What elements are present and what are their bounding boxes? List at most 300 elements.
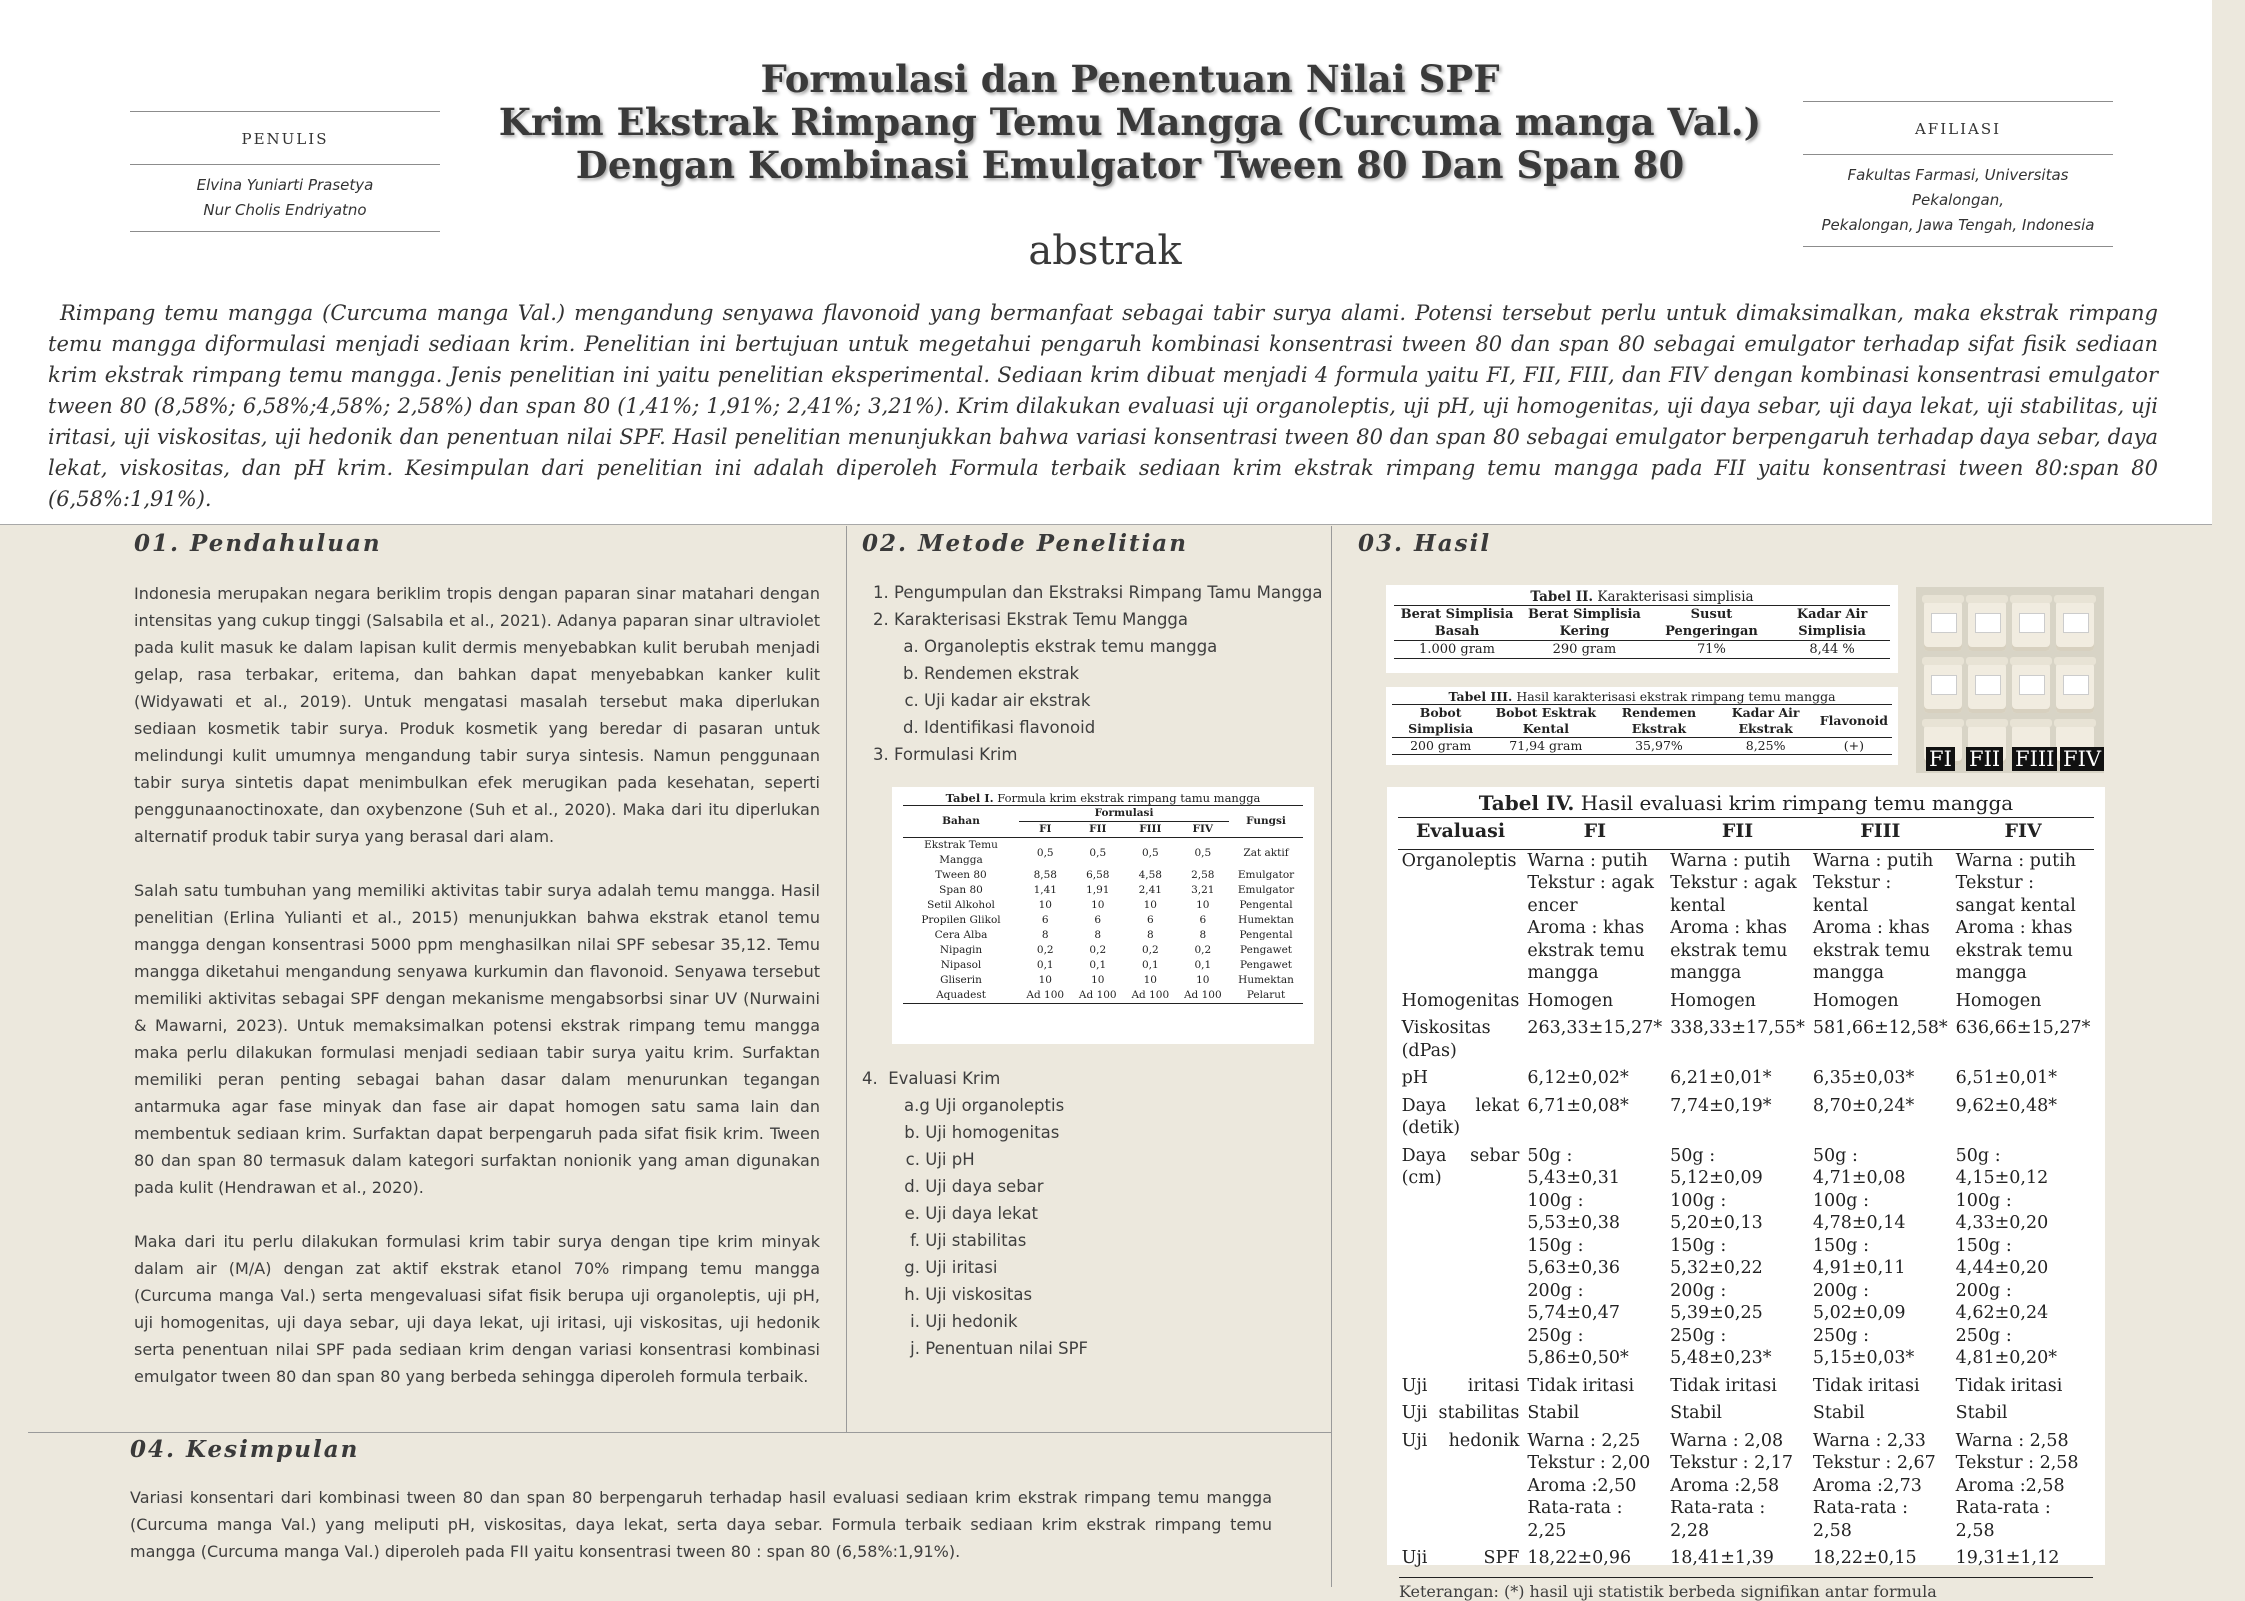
cell-line: 4,15±0,12 — [1955, 1168, 2049, 1188]
table-3 — [1392, 704, 1892, 755]
table-cell — [1523, 849, 1666, 985]
table-cell — [1809, 1017, 1952, 1062]
cell-line: Stabil — [1812, 1403, 1865, 1423]
method-steps — [862, 579, 1332, 768]
table-row-label: Uji SPF — [1401, 1548, 1520, 1568]
method-substep — [904, 1227, 1332, 1254]
cell-line: 5,63±0,36 — [1527, 1258, 1620, 1278]
cell-line: Warna : 2,58 — [1955, 1430, 2069, 1451]
table-header: Formulasi — [1019, 806, 1229, 822]
table-cell: Propilen Glikol — [921, 914, 1001, 926]
cell-line: 18,22±0,96 — [1527, 1548, 1632, 1568]
caption-label: Tabel III. — [1448, 689, 1513, 704]
table-header: Rendemen Ekstrak — [1621, 705, 1697, 736]
cell-line: 6,21±0,01* — [1670, 1068, 1772, 1088]
jar-image — [1924, 601, 1962, 651]
method-substep — [904, 1119, 1332, 1146]
cell-line: Aroma : khas ekstrak temu mangga — [1670, 918, 1788, 983]
table-cell — [1952, 849, 2095, 985]
kesimpulan-title: 04. Kesimpulan — [130, 1436, 360, 1463]
table-row — [1392, 738, 1892, 755]
table-cell: 2,58 — [1191, 869, 1215, 881]
table-row-label: Uji hedonik — [1401, 1430, 1520, 1451]
table-cell: Setil Alkohol — [927, 899, 995, 911]
jar-image — [1968, 601, 2006, 651]
cell-line: Homogen — [1812, 990, 1899, 1011]
table-cell — [1523, 1017, 1666, 1062]
cell-line: Tekstur : 2,58 — [1955, 1453, 2079, 1473]
table-cell — [1809, 1095, 1952, 1140]
table-4-card — [1387, 787, 2105, 1601]
table-cell: 8 — [1041, 929, 1049, 941]
cell-line: 100g : — [1812, 1190, 1869, 1211]
table-cell — [1666, 1547, 1809, 1570]
table-cell: Ekstrak Temu Mangga — [924, 839, 998, 866]
affiliation-label: AFILIASI — [1914, 120, 2002, 138]
table-cell: Nipagin — [939, 944, 983, 956]
jar-image — [2012, 663, 2050, 713]
cell-line: Aroma :2,58 — [1955, 1475, 2065, 1496]
table-cell — [1523, 1145, 1666, 1370]
cell-line: Rata-rata : 2,25 — [1527, 1498, 1623, 1541]
method-substep-label: Uji viskositas — [925, 1285, 1033, 1304]
table-cell: 10 — [1038, 899, 1052, 911]
cell-line: 6,12±0,02* — [1527, 1068, 1629, 1088]
cell-line: 19,31±1,12 — [1955, 1548, 2060, 1568]
list-marker: c. — [905, 1150, 920, 1169]
cell-line: Aroma : khas ekstrak temu mangga — [1527, 918, 1645, 983]
abstract-body: Rimpang temu mangga (Curcuma manga Val.) mengandung senyawa flavonoid yang bermanfaat sebagai tabir surya alami. Potensi tersebut perlu untuk dimaksimalkan, maka ekstrak rimpang temu mangga diformulasi menjadi sediaan krim. Penelitian ini bertujuan untuk megetahui pengaruh kombinasi konsentrasi tween 80 dan span 80 sebagai emulgator terhadap sifat fisik sediaan krim ekstrak rimpang temu mangga. Jenis penelitian ini yaitu penelitian eksperimental. Sediaan krim dibuat menjadi 4 formula yaitu FI, FII, FIII, dan FIV dengan kombinasi konsentrasi emulgator tween 80 (8,58%; 6,58%;4,58%; 2,58%) dan span 80 (1,41%; 1,91%; 2,41%; 3,21%). Krim dilakukan evaluasi uji organoleptis, uji pH, uji homogenitas, uji daya sebar, uji daya lekat, uji stabilitas, uji iritasi, uji viskositas, uji hedonik dan penentuan nilai SPF. Hasil penelitian menunjukkan bahwa variasi konsentrasi tween 80 dan span 80 sebagai emulgator berpengaruh terhadap daya sebar, daya lekat, viskositas, dan pH krim. Kesimpulan dari penelitian ini adalah diperoleh Formula terbaik sediaan krim ekstrak rimpang temu mangga pada FII yaitu konsentrasi tween 80:span 80 (6,58%:1,91%). — [48, 301, 2158, 511]
cell-line: Tekstur : agak kental — [1670, 873, 1797, 916]
table-1-caption — [892, 787, 1314, 805]
paragraph: Maka dari itu perlu dilakukan formulasi krim tabir surya dengan tipe krim minyak dalam air (M/A) dengan zat aktif ekstrak etanol 70% rimpang temu mangga (Curcuma manga Val.) serta mengevaluasi sifat fisik berupa uji organoleptis, uji pH, uji homogenitas, uji daya sebar, uji daya lekat, uji iritasi, uji viskositas, uji hedonik serta penentuan nilai SPF pada sediaan krim dengan variasi konsentrasi kombinasi emulgator tween 80 dan span 80 yang berbeda sehingga diperoleh formula terbaik. — [134, 1232, 820, 1386]
cell-line: 100g : — [1955, 1190, 2012, 1211]
table-cell — [1952, 1402, 2095, 1425]
table-cell — [1666, 1375, 1809, 1398]
table-cell — [1523, 1402, 1666, 1425]
table-cell: Pengawet — [1240, 959, 1293, 971]
method-substep-label: Uji daya sebar — [925, 1177, 1044, 1196]
method-step — [894, 741, 1332, 768]
table-row — [1398, 1017, 2095, 1062]
table-row — [903, 913, 1303, 928]
cell-line: 581,66±12,58* — [1812, 1018, 1948, 1038]
table-cell — [1952, 1067, 2095, 1090]
table-cell: 0,2 — [1194, 944, 1212, 956]
author-name: Elvina Yuniarti Prasetya — [196, 176, 374, 194]
table-row — [903, 883, 1303, 898]
table-cell — [1523, 990, 1666, 1013]
table-cell: Span 80 — [939, 884, 983, 896]
table-cell: 10 — [1091, 899, 1105, 911]
table-cell: 10 — [1196, 974, 1210, 986]
table-cell — [1952, 1375, 2095, 1398]
cell-line: 6,71±0,08* — [1527, 1095, 1629, 1116]
table-cell: 0,1 — [1141, 959, 1159, 971]
cell-line: Aroma : khas ekstrak temu mangga — [1955, 918, 2073, 983]
pendahuluan-title: 01. Pendahuluan — [134, 530, 382, 557]
metode-list-top — [862, 579, 1332, 768]
table-header: FIV — [1192, 823, 1214, 835]
table-header: Berat Simplisia Kering — [1528, 607, 1641, 639]
table-row — [1398, 1375, 2095, 1398]
table-cell — [1952, 990, 2095, 1013]
jar-image — [1924, 663, 1962, 713]
table-cell: Pengental — [1239, 899, 1293, 911]
list-marker: d. — [904, 1177, 920, 1196]
table-cell: Emulgator — [1237, 869, 1295, 881]
poster-margin — [2212, 0, 2245, 1587]
table-cell: 0,5 — [1036, 846, 1054, 859]
photo-label: FIV — [2060, 747, 2104, 771]
cell-line: Tekstur : 2,67 — [1812, 1453, 1936, 1473]
table-header: Kadar Air Simplisia — [1796, 607, 1868, 639]
cell-line: 9,62±0,48* — [1955, 1095, 2057, 1116]
method-substep: b. Rendemen ekstrak — [924, 660, 1332, 687]
cell-line: 5,20±0,13 — [1670, 1213, 1763, 1233]
table-header: FI — [1583, 820, 1606, 842]
table-header: FIV — [2004, 820, 2042, 842]
table-row-label: Uji stabilitas — [1401, 1403, 1520, 1423]
table-cell — [1952, 1017, 2095, 1062]
table-cell: 6 — [1041, 914, 1049, 926]
table-row-label: Homogenitas — [1401, 990, 1520, 1011]
list-marker: b. — [904, 1123, 920, 1142]
method-substep: c. Uji kadar air ekstrak — [924, 687, 1332, 714]
table-row — [1398, 1095, 2095, 1140]
cell-line: Rata-rata : 2,28 — [1670, 1498, 1766, 1541]
table-cell: 4,58 — [1138, 869, 1162, 881]
cell-line: 150g : — [1527, 1235, 1584, 1256]
table-row-label: Viskositas (dPas) — [1401, 1018, 1491, 1061]
table-header: Susut Pengeringan — [1665, 607, 1758, 639]
cell-line: Tekstur : sangat kental — [1955, 873, 2076, 916]
cell-line: 250g : — [1955, 1325, 2012, 1346]
jar-image — [2056, 663, 2094, 713]
table-header: Bahan — [942, 815, 980, 827]
table-header: FIII — [1860, 820, 1901, 842]
cell-line: 5,15±0,03* — [1812, 1348, 1915, 1368]
cell-line: 5,86±0,50* — [1527, 1348, 1629, 1368]
table-cell: 1,91 — [1086, 884, 1110, 896]
table-cell: 0,2 — [1089, 944, 1107, 956]
cell-line: Warna : putih — [1955, 850, 2077, 871]
table-cell: 71% — [1697, 642, 1726, 657]
cell-line: Aroma :2,73 — [1812, 1475, 1922, 1496]
method-substep — [904, 1335, 1332, 1362]
table-cell: 8,58 — [1033, 869, 1057, 881]
table-cell: Emulgator — [1237, 884, 1295, 896]
cell-line: Tidak iritasi — [1670, 1375, 1777, 1396]
title-line-2: Krim Ekstrak Rimpang Temu Mangga (Curcuma manga Val.) — [498, 100, 1762, 144]
jar-image — [1968, 663, 2006, 713]
cell-line: Tekstur : kental — [1812, 873, 1892, 916]
table-cell — [1952, 1145, 2095, 1370]
cell-line: Tekstur : 2,00 — [1527, 1453, 1651, 1473]
cell-line: 150g : — [1812, 1235, 1869, 1256]
caption-label: Tabel I. — [945, 791, 994, 805]
table-cell: 8 — [1094, 929, 1102, 941]
paragraph: Indonesia merupakan negara beriklim tropis dengan paparan sinar matahari dengan intensitas yang cukup tinggi (Salsabila et al., 2021). Adanya paparan sinar ultraviolet pada kulit masuk ke dalam lapisan kulit dermis menyebabkan kulit berubah menjadi gelap, rasa terbakar, eritema, dan bahkan dapat menyebabkan kanker kulit (Widyawati et al., 2019). Untuk mengatasi masalah tersebut maka diperlukan sediaan kosmetik tabir surya. Produk kosmetik yang beredar di pasaran untuk melindungi kulit umumnya mengandung tabir surya sintesis. Namun penggunaan tabir surya sintetis dapat menimbulkan efek merugikan pada kesehatan, seperti penggunaanoctinoxate, dan oxybenzone (Suh et al., 2020). Maka dari itu diperlukan alternatif produk tabir surya yang berasal dari alam. — [134, 584, 820, 846]
table-row — [903, 973, 1303, 988]
table-cell — [1666, 1067, 1809, 1090]
cell-line: Warna : 2,08 — [1670, 1430, 1784, 1451]
caption-text: Hasil evaluasi krim rimpang temu mangga — [1580, 791, 2014, 815]
table-3-caption — [1386, 687, 1898, 704]
table-cell: 0,2 — [1036, 944, 1054, 956]
table-cell — [1952, 1547, 2095, 1570]
method-substep-label: Uji stabilitas — [925, 1231, 1027, 1250]
table-cell: 0,1 — [1036, 959, 1054, 971]
cell-line: Rata-rata : 2,58 — [1812, 1498, 1909, 1541]
cell-line: 5,12±0,09 — [1670, 1168, 1763, 1188]
jar-image — [2056, 601, 2094, 651]
table-cell — [1666, 1430, 1809, 1543]
cell-line: Tekstur : 2,17 — [1670, 1453, 1794, 1473]
cell-line: Homogen — [1670, 990, 1756, 1011]
cell-line: Stabil — [1527, 1403, 1580, 1423]
cell-line: 5,74±0,47 — [1527, 1303, 1620, 1323]
method-substep-label: Uji hedonik — [925, 1312, 1018, 1331]
table-cell: 0,2 — [1141, 944, 1159, 956]
affiliation-line: Pekalongan, Jawa Tengah, Indonesia — [1821, 216, 2095, 234]
table-2-card — [1386, 585, 1898, 673]
method-substep — [904, 1281, 1332, 1308]
method-substep: d. Identifikasi flavonoid — [924, 714, 1332, 741]
poster-title — [480, 58, 1780, 187]
list-marker: e. — [904, 1204, 920, 1223]
table-row-label: Daya lekat (detik) — [1401, 1095, 1520, 1138]
cell-line: Warna : 2,25 — [1527, 1430, 1641, 1451]
list-marker: j. — [910, 1339, 920, 1358]
method-substep — [904, 1146, 1332, 1173]
abstract-heading: abstrak — [1028, 228, 1182, 274]
table-cell: Aquadest — [936, 989, 986, 1001]
cell-line: 636,66±15,27* — [1955, 1018, 2091, 1038]
cell-line: Warna : putih — [1670, 850, 1791, 871]
table-cell: 0,5 — [1194, 846, 1212, 859]
table-cell — [1809, 849, 1952, 985]
table-cell: Ad 100 — [1026, 989, 1065, 1001]
title-line-1: Formulasi dan Penentuan Nilai SPF — [760, 57, 1500, 101]
table-cell — [1809, 1145, 1952, 1370]
table-row — [1398, 849, 2095, 985]
cell-line: 250g : — [1670, 1325, 1727, 1346]
method-step-label: Pengumpulan dan Ekstraksi Rimpang Tamu Mangga — [894, 583, 1323, 602]
cell-line: 50g : — [1527, 1145, 1573, 1166]
cell-line: 263,33±15,27* — [1527, 1018, 1663, 1038]
table-cell: 8,25% — [1745, 738, 1786, 753]
table-header: Flavonoid — [1819, 713, 1888, 728]
method-substep — [904, 1200, 1332, 1227]
table-row-label: Uji iritasi — [1401, 1375, 1520, 1396]
table-row — [903, 943, 1303, 958]
table-row — [903, 838, 1303, 869]
pendahuluan-body — [134, 580, 820, 1417]
table-cell: 6,58 — [1086, 869, 1110, 881]
table-cell: 3,21 — [1191, 884, 1215, 896]
cell-line: 250g : — [1527, 1325, 1584, 1346]
cell-line: 4,62±0,24 — [1955, 1303, 2049, 1323]
cell-line: 5,32±0,22 — [1670, 1258, 1763, 1278]
cell-line: Aroma :2,50 — [1527, 1475, 1637, 1496]
cell-line: 6,51±0,01* — [1955, 1068, 2057, 1088]
cell-line: 250g : — [1812, 1325, 1869, 1346]
table-cell — [1666, 1145, 1809, 1370]
table-1-body — [903, 838, 1303, 1004]
table-cell: 10 — [1038, 974, 1052, 986]
table-cell — [1523, 1067, 1666, 1090]
table-header: Kadar Air Ekstrak — [1731, 705, 1800, 736]
cell-line: 5,02±0,09 — [1812, 1303, 1906, 1323]
list-marker: g. — [904, 1258, 920, 1277]
section-divider — [28, 1432, 1331, 1433]
table-cell: 10 — [1143, 899, 1157, 911]
table-cell: 35,97% — [1635, 738, 1683, 753]
table-header: Fungsi — [1246, 815, 1286, 827]
kesimpulan-text: Variasi konsentari dari kombinasi tween 80 dan span 80 berpengaruh terhadap hasil evaluasi sediaan krim ekstrak rimpang temu mangga (Curcuma manga Val.) yang meliputi pH, viskositas, daya lekat, serta daya sebar. Formula terbaik sediaan krim ekstrak rimpang temu mangga (Curcuma manga Val.) diperoleh pada FII yaitu konsentrasi tween 80 : span 80 (6,58%:1,91%). — [130, 1488, 1272, 1561]
table-row — [903, 898, 1303, 913]
table-1 — [903, 805, 1303, 1004]
table-cell: Cera Alba — [934, 929, 988, 941]
table-cell: Humektan — [1238, 914, 1294, 926]
cell-line: Warna : putih — [1812, 850, 1934, 871]
cell-line: 18,41±1,39 — [1670, 1548, 1774, 1568]
method-step-label: Karakterisasi Ekstrak Temu Mangga — [894, 610, 1189, 629]
cell-line: 7,74±0,19* — [1670, 1095, 1772, 1116]
cell-line: 338,33±17,55* — [1670, 1018, 1805, 1038]
cell-line: Tidak iritasi — [1812, 1375, 1920, 1396]
divider — [1803, 246, 2113, 247]
table-row — [903, 928, 1303, 943]
method-step — [894, 579, 1332, 606]
list-marker: f. — [910, 1231, 920, 1250]
method-substeps — [862, 1092, 1332, 1362]
hasil-title: 03. Hasil — [1358, 530, 1492, 557]
method-substep-label: Uji homogenitas — [925, 1123, 1060, 1142]
table-cell: 0,5 — [1089, 846, 1107, 859]
cell-line: 50g : — [1812, 1145, 1858, 1166]
method-substep-label: Penentuan nilai SPF — [925, 1339, 1089, 1358]
photo-label: FI — [1926, 747, 1955, 771]
table-cell: 6 — [1146, 914, 1154, 926]
method-substep — [904, 1308, 1332, 1335]
table-cell: (+) — [1843, 738, 1864, 753]
caption-text: Formula krim ekstrak rimpang tamu mangga — [997, 791, 1261, 805]
method-step — [894, 606, 1332, 741]
list-marker: a.g — [904, 1096, 930, 1115]
table-cell — [1666, 1017, 1809, 1062]
cell-line: 5,53±0,38 — [1527, 1213, 1620, 1233]
table-header: FII — [1721, 820, 1754, 842]
abstract-text — [48, 298, 2158, 515]
table-cell: 6 — [1199, 914, 1207, 926]
table-row — [1398, 1402, 2095, 1425]
table-cell: 6 — [1094, 914, 1102, 926]
affiliation-lines — [1803, 155, 2113, 246]
cell-line: 18,22±0,15 — [1812, 1548, 1917, 1568]
method-substep-label: Uji daya lekat — [925, 1204, 1039, 1223]
list-marker: i. — [910, 1312, 920, 1331]
cell-line: 200g : — [1955, 1280, 2012, 1301]
table-row-label: pH — [1401, 1068, 1429, 1088]
table-cell — [1523, 1547, 1666, 1570]
table-4-note: Keterangan: (*) hasil uji statistik berbeda signifikan antar formula — [1399, 1577, 2093, 1601]
cream-jars-photo — [1916, 587, 2104, 773]
method-substep: a. Organoleptis ekstrak temu mangga — [924, 633, 1332, 660]
table-cell: 0,5 — [1141, 846, 1159, 859]
paragraph: Salah satu tumbuhan yang memiliki aktivitas tabir surya adalah temu mangga. Hasil penelitian (Erlina Yulianti et al., 2015) menunjukkan bahwa ekstrak etanol temu mangga dengan konsentrasi 5000 ppm menghasilkan nilai SPF sebesar 35,12. Temu mangga diketahui mengandung senyawa kurkumin dan flavonoid. Senyawa tersebut memiliki aktivitas sebagai SPF dengan mekanisme mengabsorbsi sinar UV (Nurwaini & Mawarni, 2023). Untuk memaksimalkan potensi ekstrak rimpang temu mangga maka perlu dilakukan formulasi menjadi sediaan tabir surya yaitu krim. Surfaktan memiliki peran penting sebagai bahan dasar dalam menurunkan tegangan antarmuka agar fase minyak dan fase air dapat homogen satu sama lain dan membentuk sediaan krim. Surfaktan dapat berpengaruh pada sifat fisik krim. Tween 80 dan span 80 termasuk dalam kategori surfaktan nonionik yang aman digunakan pada kulit (Hendrawan et al., 2020). — [134, 881, 820, 1197]
cell-line: Tidak iritasi — [1955, 1375, 2063, 1396]
cell-line: 150g : — [1955, 1235, 2012, 1256]
table-4-body — [1398, 849, 2095, 1575]
caption-text: Karakterisasi simplisia — [1597, 589, 1754, 605]
row-spacer — [1398, 1570, 2095, 1575]
title-line-3: Dengan Kombinasi Emulgator Tween 80 Dan Span 80 — [575, 143, 1685, 187]
cell-line: 200g : — [1527, 1280, 1584, 1301]
table-4 — [1398, 817, 2095, 1575]
cell-line: Rata-rata : 2,58 — [1955, 1498, 2051, 1541]
method-substep-label: Uji iritasi — [925, 1258, 998, 1277]
table-cell: 8 — [1199, 929, 1207, 941]
cell-line: 150g : — [1670, 1235, 1727, 1256]
table-cell — [1523, 1375, 1666, 1398]
metode-title: 02. Metode Penelitian — [862, 530, 1188, 557]
cell-line: 5,43±0,31 — [1527, 1168, 1620, 1188]
cell-line: Tidak iritasi — [1527, 1375, 1635, 1396]
table-cell: Ad 100 — [1183, 989, 1222, 1001]
caption-label: Tabel II. — [1530, 589, 1594, 605]
cell-line: Tekstur : agak encer — [1527, 873, 1655, 916]
method-substeps — [894, 633, 1332, 741]
table-2 — [1394, 605, 1890, 659]
table-cell — [1809, 990, 1952, 1013]
table-cell: 71,94 gram — [1509, 738, 1583, 753]
table-row — [1398, 1547, 2095, 1570]
table-cell — [1666, 1095, 1809, 1140]
table-cell: 1.000 gram — [1419, 642, 1496, 657]
cell-line: Homogen — [1955, 990, 2042, 1011]
caption-text: Hasil karakterisasi ekstrak rimpang temu mangga — [1516, 689, 1836, 704]
table-cell: Pengental — [1239, 929, 1293, 941]
table-header: FII — [1089, 823, 1107, 835]
table-1-card — [892, 787, 1314, 1044]
cell-line: Warna : 2,33 — [1812, 1430, 1926, 1451]
cell-line: 4,78±0,14 — [1812, 1213, 1906, 1233]
table-cell — [1809, 1375, 1952, 1398]
table-cell: 10 — [1091, 974, 1105, 986]
table-cell: Ad 100 — [1078, 989, 1117, 1001]
cell-line: Warna : putih — [1527, 850, 1648, 871]
table-cell — [1809, 1067, 1952, 1090]
table-cell: Humektan — [1238, 974, 1294, 986]
list-marker: h. — [904, 1285, 920, 1304]
cell-line: Stabil — [1670, 1403, 1723, 1423]
cell-line: 50g : — [1670, 1145, 1716, 1166]
table-cell: Pelarut — [1246, 989, 1286, 1001]
table-2-caption — [1386, 585, 1898, 605]
table-row — [1398, 990, 2095, 1013]
method-substep-label: Uji organoleptis — [935, 1096, 1065, 1115]
table-cell — [1809, 1547, 1952, 1570]
authors-label: PENULIS — [241, 130, 329, 148]
table-cell: 10 — [1143, 974, 1157, 986]
table-row — [1398, 1145, 2095, 1370]
table-cell — [1952, 1095, 2095, 1140]
table-cell: 10 — [1196, 899, 1210, 911]
authors-box — [130, 111, 440, 232]
cell-line: Stabil — [1955, 1403, 2008, 1423]
